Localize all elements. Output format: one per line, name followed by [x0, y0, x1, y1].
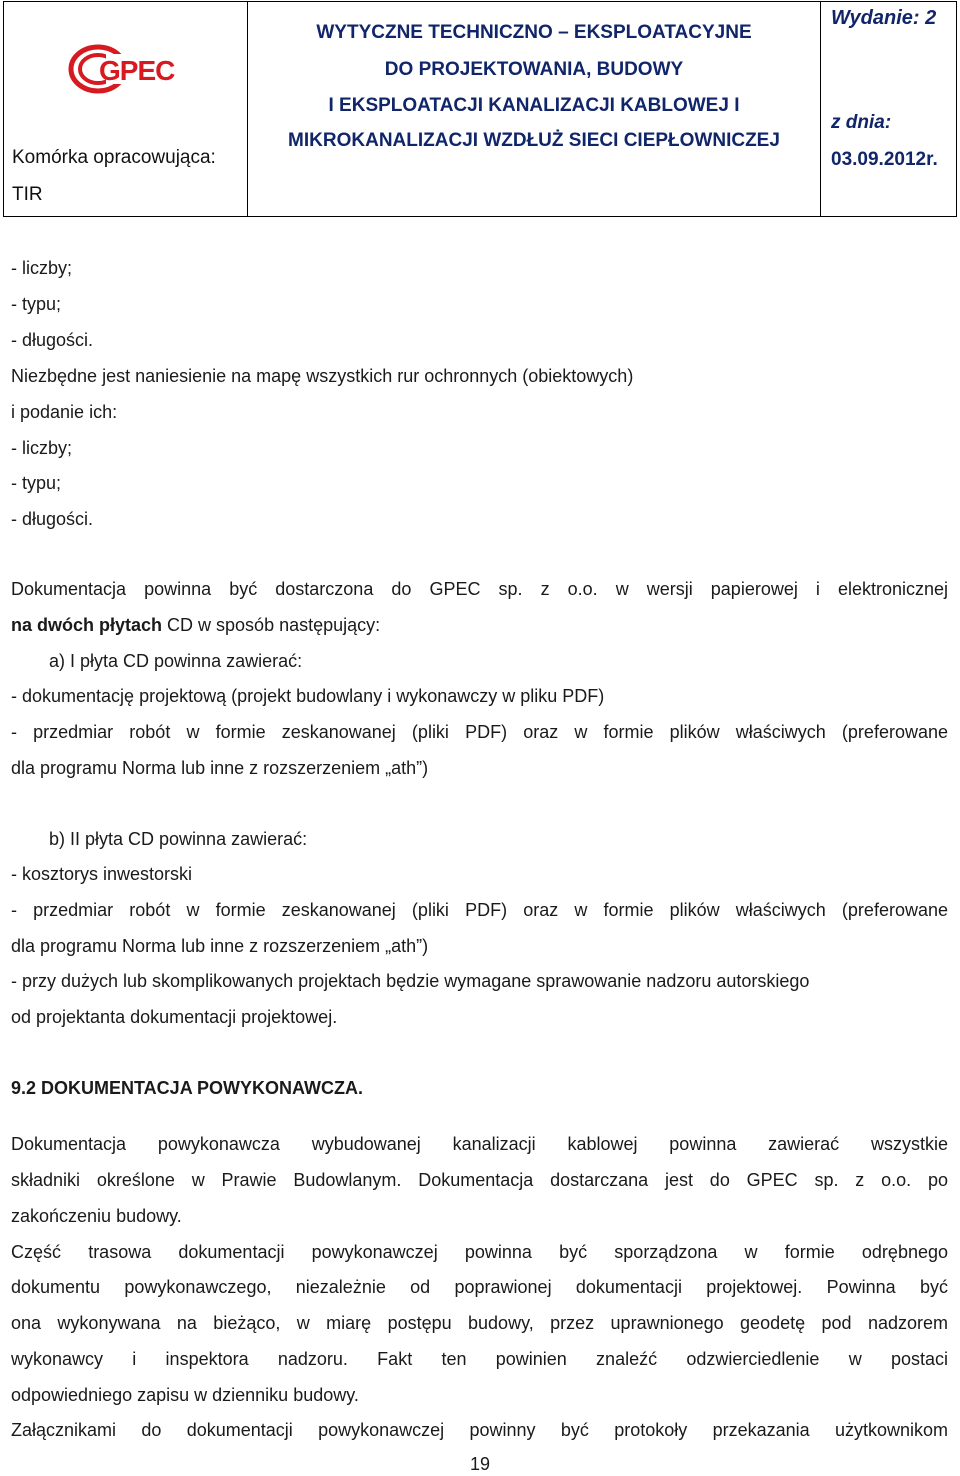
header-logo-cell	[4, 2, 248, 216]
header-edition-cell	[821, 2, 956, 216]
text-line: i podanie ich:	[11, 402, 118, 422]
text-line: - typu;	[11, 294, 62, 314]
text-line: dla programu Norma lub inne z rozszerzeniem „ath”)	[11, 758, 429, 778]
text-line: Dokumentacja powykonawcza wybudowanej kanalizacji kablowej powinna zawierać wszystkie	[11, 1134, 948, 1154]
text-line: - długości.	[11, 330, 94, 350]
unit-label: Komórka opracowująca:	[12, 147, 216, 168]
text-line: - długości.	[11, 509, 94, 529]
title-line-2: DO PROJEKTOWANIA, BUDOWY	[384, 59, 684, 80]
text-line: odpowiedniego zapisu w dzienniku budowy.	[11, 1385, 359, 1405]
date-value: 03.09.2012r.	[831, 149, 938, 170]
text-line: dla programu Norma lub inne z rozszerzeniem „ath”)	[11, 936, 429, 956]
text-line: - liczby;	[11, 438, 73, 458]
title-line-3: I EKSPLOATACJI KANALIZACJI KABLOWEJ I	[328, 95, 740, 116]
unit-value: TIR	[12, 184, 43, 205]
text-line: - przy dużych lub skomplikowanych projektach będzie wymagane sprawowanie nadzoru autorskiego	[11, 971, 810, 991]
text-line: składniki określone w Prawie Budowlanym. Dokumentacja dostarczana jest do GPEC sp. z o.o. po	[11, 1170, 948, 1190]
text-line: - dokumentację projektową (projekt budowlany i wykonawczy w pliku PDF)	[11, 686, 605, 706]
text-line: dokumentu powykonawczego, niezależnie od poprawionej dokumentacji projektowej. Powinna być	[11, 1277, 948, 1297]
text-line: - przedmiar robót w formie zeskanowanej (pliki PDF) oraz w formie plików właściwych (preferowane	[11, 722, 948, 742]
text-span: CD w sposób następujący:	[162, 615, 381, 635]
title-line-4: MIKROKANALIZACJI WZDŁUŻ SIECI CIEPŁOWNICZEJ	[288, 130, 780, 151]
text-line: od projektanta dokumentacji projektowej.	[11, 1007, 338, 1027]
header-title-cell	[248, 2, 821, 216]
text-line: - typu;	[11, 473, 62, 493]
document-header	[3, 1, 957, 217]
list-item-b: b) II płyta CD powinna zawierać:	[49, 829, 308, 849]
page-number: 19	[469, 1454, 491, 1474]
section-heading: 9.2 DOKUMENTACJA POWYKONAWCZA.	[11, 1078, 364, 1098]
text-line: - kosztorys inwestorski	[11, 864, 193, 884]
text-line: Część trasowa dokumentacji powykonawczej powinna być sporządzona w formie odrębnego	[11, 1242, 948, 1262]
text-line: - liczby;	[11, 258, 73, 278]
bold-phrase: na dwóch płytach	[11, 615, 163, 635]
logo-text: GPEC	[99, 55, 175, 86]
text-line: Dokumentacja powinna być dostarczona do GPEC sp. z o.o. w wersji papierowej i elektronicznej	[11, 579, 948, 599]
text-line	[11, 614, 380, 636]
edition-label: Wydanie: 2	[831, 7, 937, 29]
date-label: z dnia:	[831, 112, 892, 133]
gpec-logo	[68, 40, 188, 96]
list-item-a: a) I płyta CD powinna zawierać:	[49, 651, 303, 671]
text-line: wykonawcy i inspektora nadzoru. Fakt ten powinien znaleźć odzwierciedlenie w postaci	[11, 1349, 948, 1369]
text-line: zakończeniu budowy.	[11, 1206, 182, 1226]
text-line: Załącznikami do dokumentacji powykonawczej powinny być protokoły przekazania użytkownikom	[11, 1420, 948, 1440]
text-line: Niezbędne jest naniesienie na mapę wszystkich rur ochronnych (obiektowych)	[11, 366, 634, 386]
text-line: - przedmiar robót w formie zeskanowanej (pliki PDF) oraz w formie plików właściwych (preferowane	[11, 900, 948, 920]
text-line: ona wykonywana na bieżąco, w miarę postępu budowy, przez uprawnionego geodetę pod nadzorem	[11, 1313, 948, 1333]
title-line-1: WYTYCZNE TECHNICZNO – EKSPLOATACYJNE	[316, 22, 752, 43]
